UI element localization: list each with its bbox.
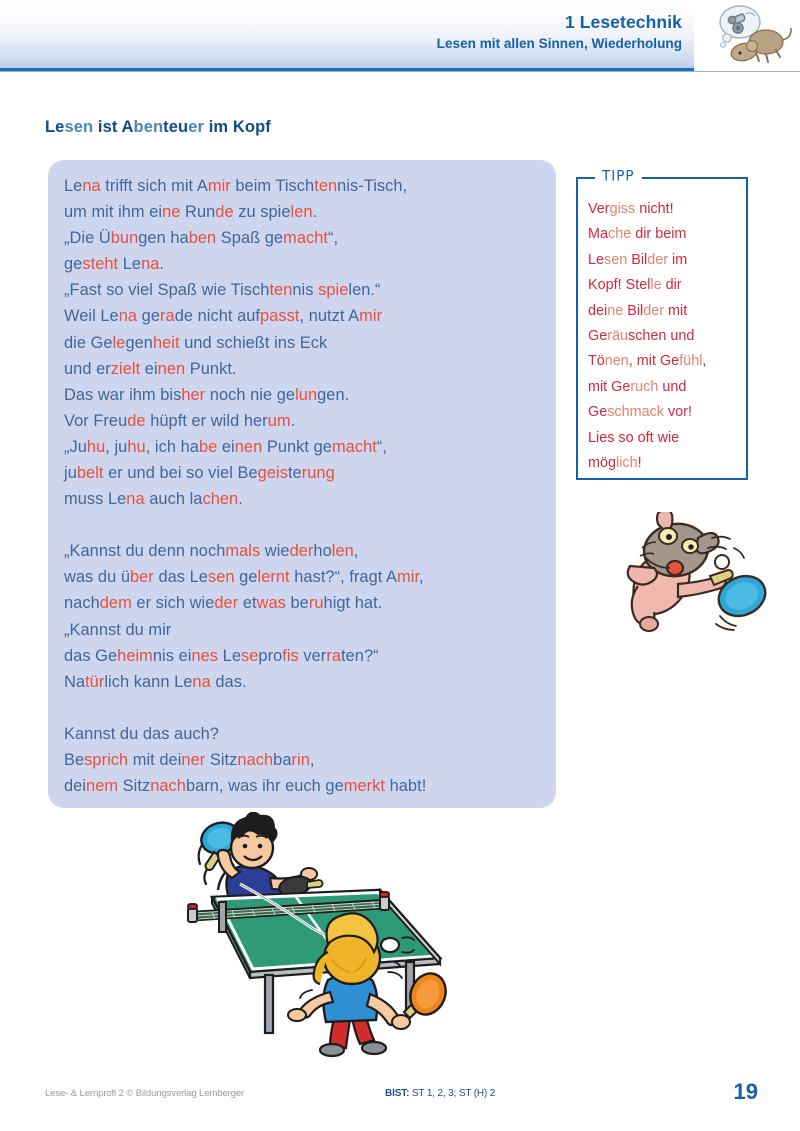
syllable: mit bbox=[664, 302, 688, 319]
syllable: der bbox=[647, 251, 669, 268]
syllable: , bbox=[702, 353, 707, 370]
syllable: räu bbox=[607, 328, 629, 345]
syllable: ge bbox=[137, 307, 160, 326]
syllable: das Le bbox=[153, 568, 208, 587]
syllable: beim Tisch bbox=[230, 177, 315, 195]
syllable: ne bbox=[607, 302, 624, 319]
syllable: heit bbox=[152, 333, 180, 352]
syllable: schmack bbox=[607, 404, 664, 421]
syllable: „Fast so viel Spaß wie Tisch bbox=[64, 281, 270, 300]
syllable: er und bei so viel Be bbox=[103, 464, 258, 483]
syllable: lich bbox=[616, 455, 638, 472]
paragraph-gap bbox=[64, 695, 546, 721]
syllable: lun bbox=[295, 385, 318, 404]
text-line bbox=[64, 330, 546, 356]
syllable: zu spie bbox=[233, 203, 291, 222]
syllable: „Kannst du mir bbox=[64, 620, 172, 639]
text-line bbox=[588, 273, 740, 298]
syllable: Ma bbox=[588, 226, 608, 243]
text-line bbox=[588, 197, 740, 222]
text-line bbox=[64, 617, 546, 643]
syllable: be bbox=[285, 594, 309, 613]
syllable: das Ge bbox=[64, 646, 118, 665]
syllable: Das war ihm bis bbox=[64, 385, 182, 404]
syllable: barn bbox=[185, 776, 219, 795]
syllable: lich kann Le bbox=[104, 672, 193, 691]
syllable: , bbox=[419, 568, 424, 587]
syllable: se bbox=[240, 646, 259, 665]
text-line bbox=[588, 426, 740, 451]
syllable: hu bbox=[127, 437, 146, 456]
syllable: Le bbox=[64, 177, 83, 195]
syllable: Na bbox=[64, 672, 86, 691]
footer-bist bbox=[385, 1088, 495, 1099]
syllable: Vor Freu bbox=[64, 411, 128, 430]
syllable: de bbox=[127, 411, 146, 430]
tipp-text bbox=[588, 197, 740, 476]
syllable: belt bbox=[76, 464, 104, 483]
syllable: was du ü bbox=[64, 568, 131, 587]
syllable: gen ha bbox=[138, 229, 189, 248]
syllable: gen. bbox=[317, 385, 350, 404]
syllable: nach bbox=[150, 776, 186, 795]
bist-value: ST 1, 2, 3; ST (H) 2 bbox=[409, 1088, 496, 1099]
children-playing-table-tennis-icon bbox=[152, 812, 474, 1062]
text-line bbox=[64, 538, 546, 564]
text-line bbox=[64, 225, 546, 251]
syllable: chen bbox=[202, 490, 239, 509]
page-title-seg: er bbox=[188, 118, 205, 136]
syllable: heim bbox=[117, 646, 153, 665]
syllable: . bbox=[159, 255, 165, 274]
syllable: ne bbox=[162, 203, 181, 222]
syllable: ! bbox=[637, 455, 642, 472]
syllable: ten?“ bbox=[341, 646, 379, 665]
page-number: 19 bbox=[733, 1079, 758, 1104]
syllable: Le bbox=[588, 251, 605, 268]
syllable: ei bbox=[217, 437, 235, 456]
syllable: , bbox=[353, 542, 359, 561]
syllable: be bbox=[198, 437, 218, 456]
syllable: was bbox=[256, 594, 286, 613]
syllable: das. bbox=[210, 672, 247, 691]
syllable: „Die Ü bbox=[64, 229, 111, 248]
text-line bbox=[588, 248, 740, 273]
header-title-block bbox=[437, 11, 682, 53]
syllable: macht bbox=[331, 437, 377, 456]
syllable: der bbox=[214, 594, 239, 613]
syllable: na bbox=[82, 177, 101, 195]
syllable: Tö bbox=[588, 353, 605, 370]
syllable: mir bbox=[397, 568, 420, 587]
syllable: “, bbox=[328, 229, 339, 248]
syllable: nem bbox=[86, 776, 119, 795]
syllable: Punkt. bbox=[185, 359, 237, 378]
syllable: che bbox=[608, 226, 632, 243]
text-line bbox=[64, 303, 546, 329]
text-line bbox=[64, 486, 546, 512]
syllable: hüpft er wild her bbox=[145, 411, 268, 430]
syllable: Bil bbox=[627, 251, 648, 268]
syllable: sprich bbox=[84, 750, 129, 769]
syllable: Be bbox=[64, 750, 85, 769]
syllable: vor! bbox=[663, 404, 692, 421]
syllable: ju bbox=[64, 464, 77, 483]
syllable: mir bbox=[207, 177, 231, 195]
syllable: dir beim bbox=[631, 226, 687, 243]
syllable: len bbox=[290, 203, 313, 222]
text-line bbox=[64, 669, 546, 695]
page-title-seg: ist A bbox=[93, 118, 134, 136]
syllable: und bbox=[658, 378, 687, 395]
text-line bbox=[588, 222, 740, 247]
syllable: mir bbox=[359, 307, 383, 326]
syllable: und er bbox=[64, 359, 111, 378]
syllable: pro bbox=[258, 646, 283, 665]
syllable: Ver bbox=[588, 201, 610, 217]
syllable: hast?“, fragt A bbox=[289, 568, 398, 587]
syllable: hu bbox=[86, 437, 106, 456]
syllable: nen bbox=[604, 353, 629, 370]
text-line bbox=[588, 451, 740, 476]
syllable: mals bbox=[225, 542, 261, 561]
syllable: zielt bbox=[110, 359, 141, 378]
tipp-box bbox=[576, 177, 748, 480]
syllable: et bbox=[238, 594, 257, 613]
syllable: na bbox=[192, 672, 211, 691]
syllable: Punkt ge bbox=[262, 437, 332, 456]
syllable: gen bbox=[125, 333, 153, 352]
syllable: dei bbox=[588, 302, 608, 319]
syllable: Bil bbox=[623, 302, 644, 319]
syllable: er sich wie bbox=[131, 594, 215, 613]
syllable: um bbox=[267, 411, 291, 430]
text-line bbox=[588, 400, 740, 425]
syllable: noch nie ge bbox=[205, 385, 296, 404]
syllable: , was ihr euch ge bbox=[218, 776, 344, 795]
text-line bbox=[588, 375, 740, 400]
syllable: ra bbox=[160, 307, 175, 326]
syllable: nach bbox=[237, 750, 274, 769]
text-line bbox=[64, 460, 546, 486]
syllable: tür bbox=[85, 672, 105, 691]
syllable: ho bbox=[313, 542, 332, 561]
syllable: rung bbox=[301, 464, 335, 483]
syllable: Weil Le bbox=[64, 307, 119, 326]
syllable: dir bbox=[661, 277, 682, 294]
text-line bbox=[588, 324, 740, 349]
text-line bbox=[64, 382, 546, 408]
syllable: ten bbox=[314, 177, 338, 195]
syllable: nicht! bbox=[635, 201, 674, 217]
bist-label: BIST: bbox=[385, 1088, 410, 1099]
story-panel bbox=[48, 160, 556, 808]
syllable: lernt bbox=[257, 568, 290, 587]
syllable: nach bbox=[64, 594, 100, 613]
syllable: ei bbox=[140, 359, 158, 378]
syllable: ge bbox=[234, 568, 258, 587]
syllable: wie bbox=[260, 542, 290, 561]
syllable: nis bbox=[292, 281, 319, 300]
syllable: im bbox=[668, 251, 688, 268]
syllable: fis bbox=[282, 646, 299, 665]
syllable: , ich ha bbox=[145, 437, 199, 456]
syllable: nen bbox=[234, 437, 263, 456]
syllable: “, bbox=[376, 437, 387, 456]
syllable: , nutzt A bbox=[299, 307, 360, 326]
syllable: der bbox=[289, 542, 314, 561]
syllable: len.“ bbox=[348, 281, 381, 300]
syllable: te bbox=[287, 464, 302, 483]
syllable: mög bbox=[588, 455, 616, 472]
syllable: Ge bbox=[588, 328, 608, 345]
syllable: , mit Ge bbox=[628, 353, 680, 370]
syllable: steht bbox=[82, 255, 119, 274]
syllable: Spaß ge bbox=[216, 229, 284, 248]
text-line bbox=[64, 199, 546, 225]
syllable: rin bbox=[291, 750, 310, 769]
syllable: Le bbox=[118, 255, 142, 274]
syllable: auch la bbox=[144, 490, 203, 509]
syllable: , bbox=[309, 750, 315, 769]
syllable: trifft sich mit A bbox=[100, 177, 208, 195]
syllable: nis-Tisch, bbox=[337, 177, 408, 195]
text-line bbox=[64, 747, 546, 773]
syllable: de nicht auf bbox=[174, 307, 261, 326]
syllable: Ge bbox=[588, 404, 608, 421]
text-line bbox=[64, 434, 546, 460]
syllable: ben bbox=[188, 229, 217, 248]
syllable: Le bbox=[218, 646, 241, 665]
text-line bbox=[64, 356, 546, 382]
syllable: ten bbox=[269, 281, 293, 300]
syllable: passt bbox=[260, 307, 300, 326]
chapter-title: 1 Lesetechnik bbox=[564, 12, 682, 32]
chapter-subtitle: Lesen mit allen Sinnen, Wiederholung bbox=[436, 36, 682, 52]
text-line bbox=[588, 299, 740, 324]
page-title-seg: teu bbox=[163, 118, 189, 136]
syllable: nes bbox=[191, 646, 219, 665]
syllable: der bbox=[643, 302, 665, 319]
page-title-seg: ben bbox=[133, 118, 164, 136]
syllable: spie bbox=[318, 281, 349, 300]
text-line bbox=[64, 408, 546, 434]
syllable: de bbox=[215, 203, 234, 222]
syllable: Sitz bbox=[205, 750, 238, 769]
syllable: Sitz bbox=[118, 776, 151, 795]
syllable: nis ei bbox=[152, 646, 192, 665]
syllable: her bbox=[181, 385, 206, 404]
tipp-label: TIPP bbox=[595, 168, 642, 185]
syllable: ruch bbox=[630, 378, 659, 395]
syllable: giss bbox=[609, 201, 636, 217]
text-line bbox=[64, 251, 546, 277]
syllable: ner bbox=[181, 750, 206, 769]
syllable: Kopf! Stel bbox=[588, 277, 651, 294]
syllable: sen bbox=[604, 251, 628, 268]
syllable: . bbox=[238, 490, 243, 509]
page-title-seg: sen bbox=[64, 118, 94, 136]
footer-copyright: Lese- & Lernprofi 2 © Bildungsverlag Lemberger bbox=[45, 1088, 245, 1099]
syllable: sen bbox=[207, 568, 235, 587]
syllable: und schießt ins Eck bbox=[179, 333, 328, 352]
page-title-seg: Le bbox=[45, 118, 65, 136]
syllable: Lies so oft wie bbox=[588, 429, 680, 446]
syllable: dei bbox=[64, 776, 87, 795]
syllable: bun bbox=[110, 229, 139, 248]
page-title-seg: im Kopf bbox=[204, 118, 271, 136]
syllable: ra bbox=[326, 646, 342, 665]
syllable: len bbox=[331, 542, 354, 561]
syllable: mit dei bbox=[128, 750, 182, 769]
text-line bbox=[64, 773, 546, 799]
mouse-playing-table-tennis-icon bbox=[624, 512, 774, 662]
syllable: merkt bbox=[343, 776, 385, 795]
text-line bbox=[588, 349, 740, 374]
syllable: ge bbox=[64, 255, 83, 274]
syllable: . bbox=[290, 411, 296, 430]
syllable: higt hat. bbox=[323, 594, 383, 613]
syllable: le bbox=[650, 277, 662, 294]
syllable: ber bbox=[130, 568, 154, 587]
syllable: muss Le bbox=[64, 490, 127, 509]
syllable: , ju bbox=[105, 437, 128, 456]
page-title bbox=[45, 118, 271, 137]
syllable: le bbox=[112, 333, 126, 352]
syllable: Kannst du das auch? bbox=[64, 724, 219, 743]
story-text bbox=[64, 173, 546, 799]
syllable: die Ge bbox=[64, 333, 113, 352]
text-line bbox=[64, 173, 546, 199]
syllable: nen bbox=[157, 359, 186, 378]
syllable: . bbox=[312, 203, 318, 222]
syllable: na bbox=[141, 255, 160, 274]
syllable: um mit ihm ei bbox=[64, 203, 163, 222]
syllable: „Kannst du denn noch bbox=[64, 542, 226, 561]
syllable: habt! bbox=[384, 776, 427, 795]
syllable: fühl bbox=[679, 353, 703, 370]
syllable: ba bbox=[273, 750, 292, 769]
text-line bbox=[64, 721, 546, 747]
text-line bbox=[64, 590, 546, 616]
syllable: Run bbox=[180, 203, 216, 222]
syllable: geis bbox=[257, 464, 288, 483]
syllable: na bbox=[126, 490, 145, 509]
mouse-with-thought-bubble-icon bbox=[694, 0, 800, 71]
syllable: schen und bbox=[628, 328, 695, 345]
syllable: macht bbox=[283, 229, 328, 248]
paragraph-gap bbox=[64, 512, 546, 538]
text-line bbox=[64, 643, 546, 669]
syllable: ru bbox=[308, 594, 324, 613]
syllable: dem bbox=[99, 594, 132, 613]
syllable: „Ju bbox=[64, 437, 87, 456]
header-rule-secondary bbox=[0, 71, 800, 72]
syllable: na bbox=[118, 307, 138, 326]
text-line bbox=[64, 564, 546, 590]
syllable: mit Ge bbox=[588, 378, 631, 395]
syllable: ver bbox=[298, 646, 327, 665]
text-line bbox=[64, 277, 546, 303]
